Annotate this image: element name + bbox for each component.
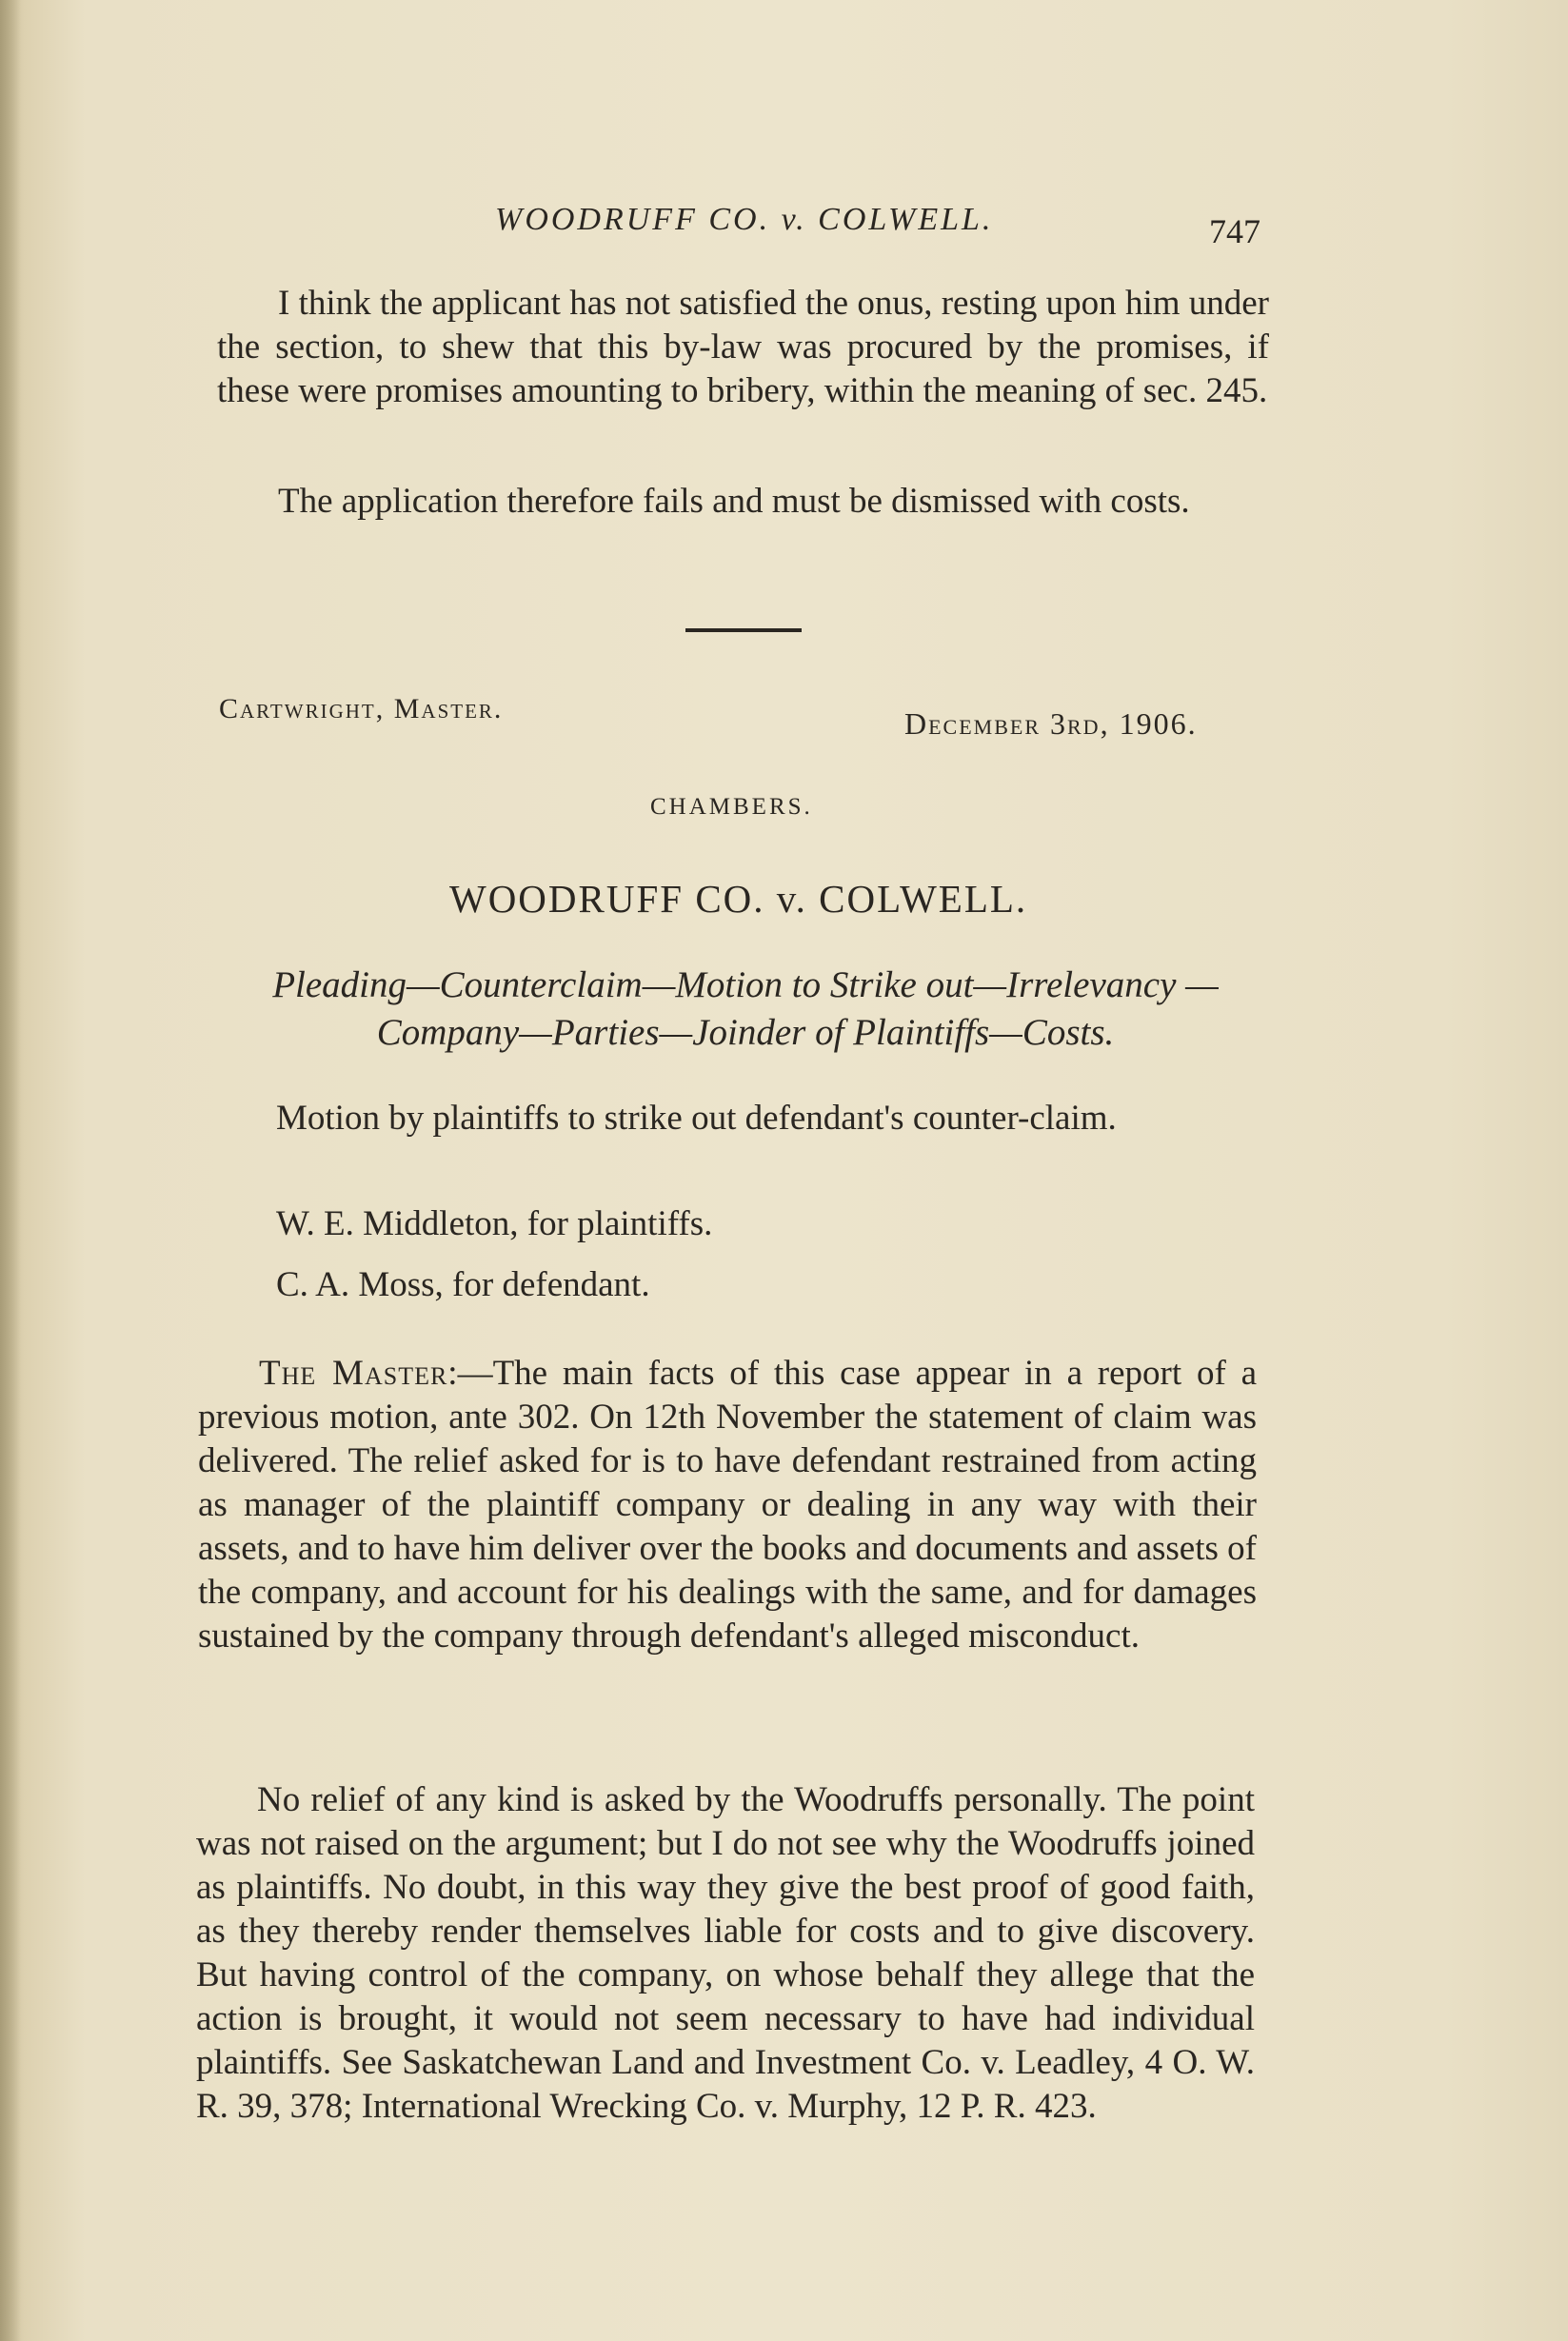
binding-shadow [0, 0, 21, 2341]
prior-opinion-paragraph-1: I think the applicant has not satisfied the onus, resting upon him under the section, to shew that this by-law was procured by the promises, if these were promises amounting to bribery, within the meaning of sec. 245. [217, 284, 1269, 410]
counsel-defendant: C. A. Moss, for defendant. [276, 1265, 650, 1304]
opinion-paragraph-1-text: :—The main facts of this case appear in a report of a previous motion, ante 302. On 12th November the statement of claim was delivered. The relief asked for is to have defendant restrained from acting as manager of the plaintiff company or dealing in any way with their assets, and to have him deliver over the books and documents and assets of the company, and account for his dealings with the same, and for damages sustained by the company through defendant's alleged misconduct. [198, 1354, 1257, 1656]
opinion-paragraph-1 [198, 1352, 1257, 1658]
case-title: WOODRUFF CO. v. COLWELL. [449, 877, 1028, 921]
decision-date: December 3rd, 1906. [904, 706, 1198, 741]
opinion-paragraph-2: No relief of any kind is asked by the Woodruffs personally. The point was not raised on the argument; but I do not see why the Woodruffs joined as plaintiffs. No doubt, in this way they give the best proof of good faith, as they thereby render themselves liable for costs and to give discovery. But having control of the company, on whose behalf they allege that the action is brought, it would not seem necessary to have had individual plaintiffs. See Saskatchewan Land and Investment Co. v. Leadley, 4 O. W. R. 39, 378; International Wrecking Co. v. Murphy, 12 P. R. 423. [196, 1780, 1255, 2126]
running-head-title: WOODRUFF CO. v. COLWELL. [495, 202, 994, 237]
section-divider [685, 628, 802, 632]
motion-statement: Motion by plaintiffs to strike out defendant's counter-claim. [276, 1099, 1117, 1138]
headnote: Pleading—Counterclaim—Motion to Strike out—Irrelevancy —Company—Parties—Joinder of Plaintiffs—Costs. [272, 964, 1219, 1053]
judge-name: Cartwright, Master. [219, 693, 504, 724]
counsel-plaintiffs: W. E. Middleton, for plaintiffs. [276, 1204, 713, 1243]
court-name: CHAMBERS. [650, 794, 813, 820]
prior-opinion-paragraph-2: The application therefore fails and must be dismissed with costs. [278, 482, 1190, 521]
opinion-speaker: The Master [259, 1354, 448, 1393]
page-number: 747 [1209, 212, 1260, 250]
